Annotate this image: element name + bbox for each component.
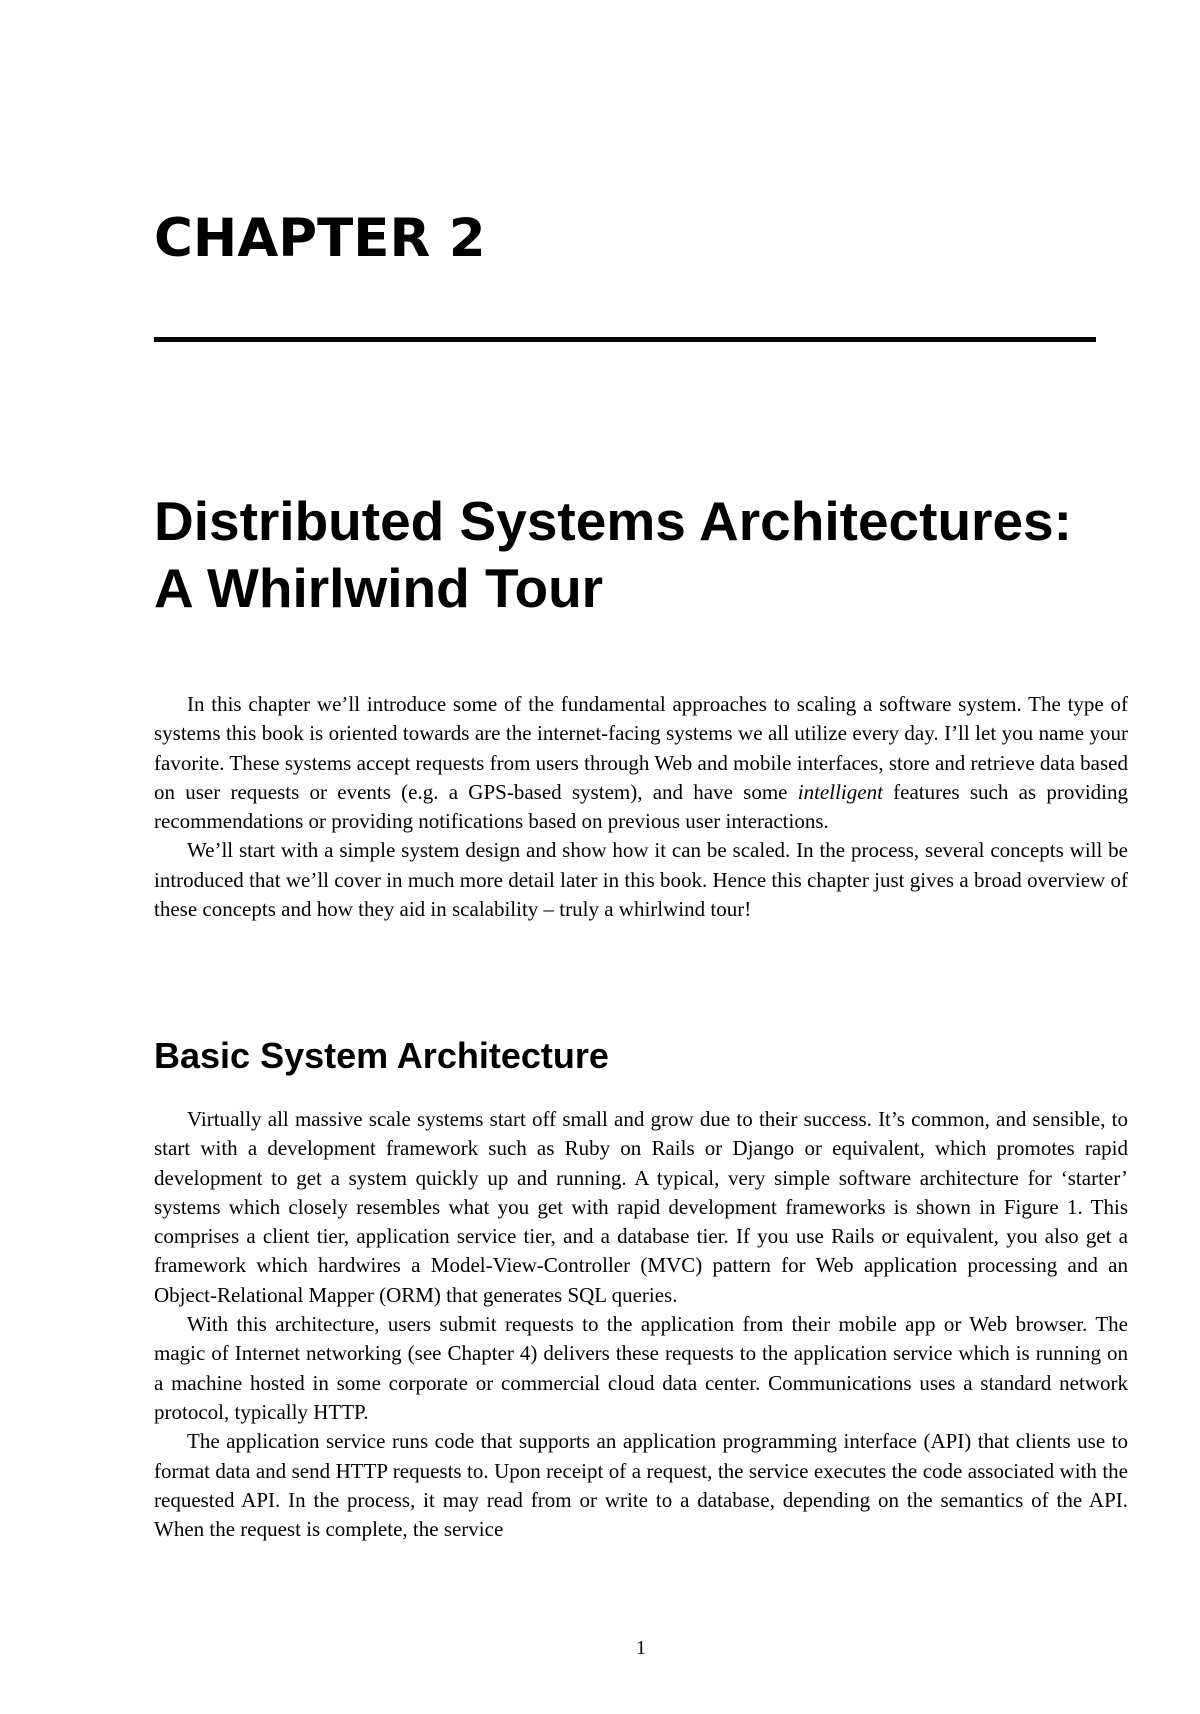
chapter-title-line-2: A Whirlwind Tour [154,557,604,619]
intro-p1-text-before: In this chapter we’ll introduce some of the fundamental approaches to scaling a software system. The type of systems this book is oriented towards are the internet-facing systems we all utilize every day. I’ll let you name your favorite. These systems accept requests from users through Web and mobile interfaces, store and retrieve data based on user requests or events (e.g. a GPS-based system), and have some [154,692,1128,804]
chapter-title-line-1: Distributed Systems Architectures: [154,490,1072,552]
intro-p1-text-after: features such as providing recommendations or providing notifications based on previous user interactions. [154,779,1128,834]
page-number: 1 [636,1637,646,1659]
intro-p1-emphasis: intelligent [797,779,883,804]
chapter-title [154,488,1134,622]
section-paragraph: The application service runs code that supports an application programming interface (API) that clients use to format data and send HTTP requests to. Upon receipt of a request, the service executes the code associated with the requested API. In the process, it may read from or write to a database, depending on the semantics of the API. When the request is complete, the service [154,1429,1128,1542]
section-heading: Basic System Architecture [154,1035,609,1076]
intro-paragraph-2: We’ll start with a simple system design and show how it can be scaled. In the process, several concepts will be introduced that we’ll cover in much more detail later in this book. Hence this chapter just gives a broad overview of these concepts and how they aid in scalability – truly a whirlwind tour! [154,838,1128,922]
chapter-divider-rule [154,337,1096,342]
intro-section [154,690,1128,924]
intro-paragraph-1 [154,690,1128,836]
section-paragraph: Virtually all massive scale systems start off small and grow due to their success. It’s common, and sensible, to start with a development framework such as Ruby on Rails or Django or equivalent, which promotes rapid development to get a system quickly up and running. A typical, very simple software architecture for ‘starter’ systems which closely resembles what you get with rapid development frameworks is shown in Figure 1. This comprises a client tier, application service tier, and a database tier. If you use Rails or equivalent, you also get a framework which hardwires a Model-View-Controller (MVC) pattern for Web application processing and an Object-Relational Mapper (ORM) that generates SQL queries. [154,1107,1128,1307]
document-page [154,0,1128,1714]
chapter-label: CHAPTER 2 [154,208,486,269]
section-paragraph: With this architecture, users submit requests to the application from their mobile app or Web browser. The magic of Internet networking (see Chapter 4) delivers these requests to the application service which is running on a machine hosted in some corporate or commercial cloud data center. Communications uses a standard network protocol, typically HTTP. [154,1312,1128,1424]
section-body [154,1105,1128,1544]
